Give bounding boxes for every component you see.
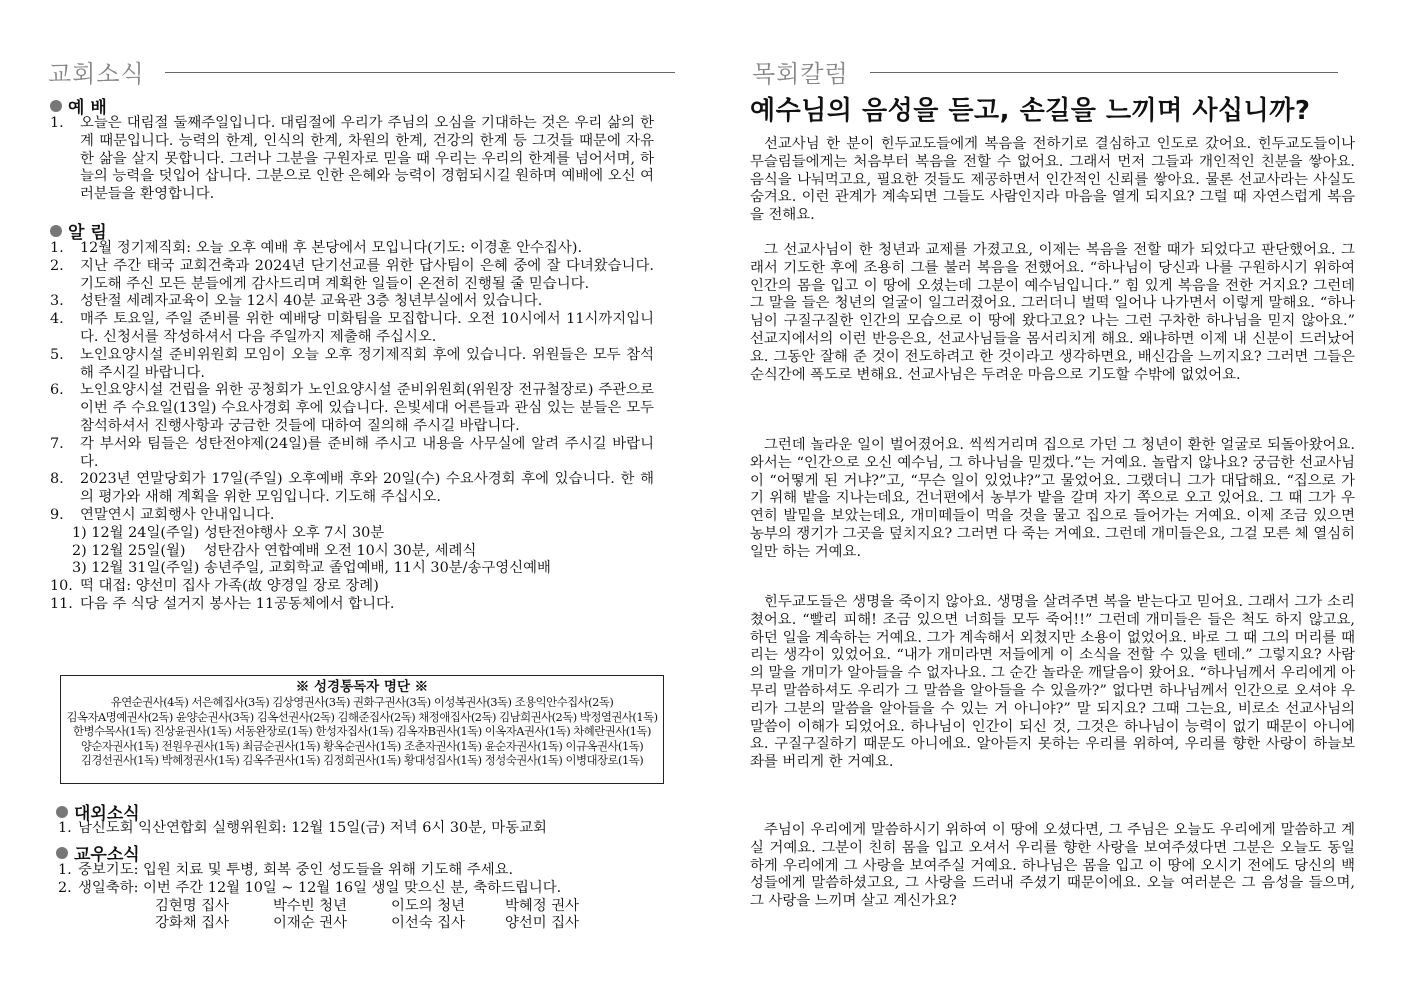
birthday-name: 강화채 집사 — [155, 915, 230, 932]
item-number: 2. — [50, 257, 64, 274]
item-number: 1. — [58, 862, 72, 878]
external-heading-label: 대외소식 — [74, 804, 140, 824]
church-news-title: 교회소식 — [48, 60, 145, 88]
item-number: 7. — [50, 435, 64, 452]
item-text: 성탄절 세례자교육이 오늘 12시 40분 교육관 3층 청년부실에서 있습니다. — [80, 293, 543, 310]
item-number: 1. — [50, 240, 64, 256]
list-item — [50, 240, 654, 258]
birthday-name: 이선숙 집사 — [391, 915, 466, 932]
list-item — [50, 115, 654, 204]
column-paragraph: 힌두교도들은 생명을 죽이지 않아요. 생명을 살려주면 복을 받는다고 믿어요. 그래서 그가 소리쳤어요. “빨리 피해! 조금 있으면 너희들 모두 죽어!!” 그런데 개미들은 들은 척도 하지 않고요, 하던 일을 계속하는 거예요. 그가 계속해서 외쳤지만 소용이 없었어요. 바로 그 때 그의 머리를 때리는 생각이 있었어요. “내가 개미라면 저들에게 이 소식을 전할 수 있을 텐데.” 그렇지요? 사람의 말을 개미가 알아들을 수 없자나요. 그 순간 놀라운 깨달음이 왔어요. “하나님께서 우리에게 아무리 말씀하셔도 우리가 그 말씀을 알아들을 수 있을까?” 없다면 하나님께서 인간으로 오셔야 우리가 그분의 말씀을 알아들을 수 있는 거 아니야?” 말 되지요? 그때 그는요, 비로소 선교사님의 말씀이 이해가 되었어요. 하나님이 인간이 되신 것, 그것은 하나님이 능력이 없기 때문이 아니에요. 구질구질하기 때문도 아니에요. 알아듣지 못하는 우리를 위하여, 우리를 향한 사랑이 하늘보좌를 버리게 한 거예요. — [750, 594, 1355, 771]
list-item — [50, 311, 654, 347]
item-number: 4. — [50, 311, 64, 328]
bible-box-line: 양순자권사(1독) 전원우권사(1독) 최금순권사(1독) 황옥순권사(1독) 조춘자권사(1독) 윤순자권사(1독) 이규옥권사(1독) — [80, 738, 644, 753]
list-item — [58, 880, 658, 898]
list-item — [50, 258, 654, 294]
bible-box-line: 김옥자A명예권사(2독) 윤양순권사(3독) 김옥선권사(2독) 김해준집사(2독) 채정애집사(2독) 김남희권사(2독) 박정열권사(1독) — [66, 709, 658, 724]
bible-box-title: ※ 성경통독자 명단 ※ — [295, 679, 429, 695]
worship-heading-label: 예 배 — [68, 98, 107, 118]
notice-list — [50, 240, 654, 614]
notice-heading-label: 알 림 — [68, 223, 107, 243]
list-item — [50, 293, 654, 311]
item-text: 떡 대접: 양선미 집사 가족(故 양경일 장로 장례) — [80, 578, 379, 595]
external-list — [58, 820, 658, 838]
birthday-name: 박혜정 권사 — [505, 897, 580, 914]
item-text: 생일축하: 이번 주간 12월 10일 ~ 12월 16일 생일 맞으신 분, 축하드립니다. — [78, 879, 562, 896]
event-item: 2) 12월 25일(월) 성탄감사 연합예배 오전 10시 30분, 세례식 — [72, 542, 477, 559]
item-number: 8. — [50, 471, 64, 488]
bible-box-line: 한병수목사(1독) 진상윤권사(1독) 서동완장로(1독) 한성자집사(1독) 김옥자B권사(1독) 이옥자A권사(1독) 차혜란권사(1독) — [73, 724, 651, 739]
column-headline: 예수님의 음성을 듣고, 손길을 느끼며 사십니까? — [750, 96, 1311, 126]
list-item — [58, 820, 658, 838]
bullet-icon — [56, 847, 68, 859]
list-item — [50, 382, 654, 435]
bible-box-line: 유연순권사(4독) 서은혜집사(3독) 김상영권사(3독) 권화구권사(3독) 이성복권사(3독) 조용익안수집사(2독) — [110, 695, 614, 709]
item-number: 2. — [58, 879, 72, 896]
pastor-column-title: 목회칼럼 — [752, 60, 849, 88]
item-number: 5. — [50, 346, 64, 363]
item-text: 매주 토요일, 주일 준비를 위한 예배당 미화팀을 모집합니다. 오전 10시에서 11시까지입니다. 신청서를 작성하셔서 다음 주일까지 제출해 주십시오. — [80, 311, 654, 345]
members-list — [58, 862, 658, 933]
item-text: 남신도회 익산연합회 실행위원회: 12월 15일(금) 저녁 6시 30분, 마동교회 — [78, 820, 547, 836]
pastor-column-divider — [870, 72, 1338, 73]
worship-list — [50, 115, 654, 204]
list-item — [50, 507, 654, 525]
birthday-name: 박수빈 청년 — [273, 897, 348, 914]
item-number: 3. — [50, 293, 64, 310]
item-text: 2023년 연말당회가 17일(주일) 오후예배 후와 20일(수) 수요사경회 후에 있습니다. 한 해의 평가와 새해 계획을 위한 모임입니다. 기도해 주십시오. — [80, 471, 654, 506]
birthday-row — [58, 915, 658, 933]
list-item — [58, 862, 658, 880]
item-number: 1. — [58, 820, 72, 836]
birthday-name: 김현명 집사 — [155, 897, 230, 914]
item-text: 각 부서와 팀들은 성탄전야제(24일)를 준비해 주시고 내용을 사무실에 알려 주시길 바랍니다. — [80, 435, 654, 470]
item-text: 중보기도: 입원 치료 및 투병, 회복 중인 성도들을 위해 기도해 주세요. — [78, 862, 514, 878]
list-item — [50, 596, 654, 614]
item-text: 오늘은 대림절 둘째주일입니다. 대림절에 우리가 주님의 오심을 기대하는 것은 우리 삶의 한계 때문입니다. 능력의 한계, 인식의 한계, 차원의 한계, 건강의 한계 등 그것들 때문에 자유한 삶을 살지 못합니다. 그러나 그분을 구원자로 믿을 때 우리는 우리의 한계를 넘어서며, 하늘의 능력을 덧입어 삽니다. 그분으로 인한 은혜와 능력이 경험되시길 원하며 예배에 오신 여러분들을 환영합니다. — [80, 115, 654, 203]
bullet-icon — [50, 100, 62, 112]
bullet-icon — [56, 806, 68, 818]
event-item: 3) 12월 31일(주일) 송년주일, 교회학교 졸업예배, 11시 30분/송구영신예배 — [72, 560, 551, 577]
item-text: 노인요양시설 준비위원회 모임이 오늘 오후 정기제직회 후에 있습니다. 위원들은 모두 참석해 주시길 바랍니다. — [80, 346, 654, 381]
item-number: 10. — [50, 578, 73, 595]
church-news-divider — [165, 72, 675, 73]
members-heading-label: 교우소식 — [74, 845, 140, 865]
list-item — [50, 436, 654, 472]
column-paragraph: 주님이 우리에게 말씀하시기 위하여 이 땅에 오셨다면, 그 주님은 오늘도 우리에게 말씀하고 계실 거예요. 그분이 친히 몸을 입고 오셔서 우리를 향한 사랑을 보여주셨다면 그분은 오늘도 동일하게 우리에게 그 사랑을 보여주실 거예요. 하나님은 몸을 입고 이 땅에 오시기 전에도 당신의 백성들에게 말씀하셨고요, 그 사랑을 드러내 주셨기 때문이에요. 오늘 여러분은 그 음성을 들으며, 그 사랑을 느끼며 살고 계신가요? — [750, 822, 1355, 910]
column-paragraph: 선교사님 한 분이 힌두교도들에게 복음을 전하기로 결심하고 인도로 갔어요. 힌두교도들이나 무슬림들에게는 처음부터 복음을 전할 수 없어요. 그래서 먼저 그들과 개인적인 친분을 쌓아요. 음식을 나눠먹고요, 필요한 것들도 제공하면서 인간적인 신뢰를 쌓아요. 물론 선교사라는 사실도 숨겨요. 이런 관계가 계속되면 그들도 사람인지라 마음을 열게 되지요? 그럴 때 자연스럽게 복음을 전해요. — [750, 136, 1355, 224]
bible-reading-box — [60, 675, 664, 784]
item-number: 1. — [50, 115, 64, 131]
event-item: 1) 12월 24일(주일) 성탄전야행사 오후 7시 30분 — [72, 524, 385, 541]
item-text: 다음 주 식당 설거지 봉사는 11공동체에서 합니다. — [80, 595, 395, 612]
item-text: 지난 주간 태국 교회건축과 2024년 단기선교를 위한 답사팀이 은혜 중에 잘 다녀왔습니다. 기도해 주신 모든 분들에게 감사드리며 계획한 일들이 온전히 진행될 줄 믿습니다. — [80, 257, 654, 292]
bullet-icon — [50, 225, 62, 237]
birthday-name: 이재순 권사 — [273, 915, 348, 932]
list-item — [50, 347, 654, 383]
birthday-name: 이도의 청년 — [391, 897, 466, 914]
item-text: 12월 정기제직회: 오늘 오후 예배 후 본당에서 모입니다(기도: 이경훈 안수집사). — [80, 240, 583, 256]
item-number: 9. — [50, 506, 64, 523]
bible-box-line: 김경선권사(1독) 박혜정권사(1독) 김옥주권사(1독) 김정희권사(1독) 황대성집사(1독) 정성숙권사(1독) 이병대장로(1독) — [80, 753, 644, 768]
list-item — [50, 578, 654, 596]
list-item — [50, 471, 654, 507]
birthday-row — [58, 898, 658, 916]
item-number: 6. — [50, 382, 64, 399]
column-paragraph: 그런데 놀라운 일이 벌어졌어요. 씩씩거리며 집으로 가던 그 청년이 환한 얼굴로 되돌아왔어요. 와서는 “인간으로 오신 예수님, 그 하나님을 믿겠다.”는 거예요. 놀랍지 않나요? 궁금한 선교사님이 “어떻게 된 거냐?”고, “무슨 일이 있었냐?”고 물었어요. 그랬더니 그가 대답해요. “집으로 가기 위해 밭을 지나는데요, 건너편에서 농부가 밭을 갈며 자기 쪽으로 오고 있어요. 그 때 그가 우연히 발밑을 보았는데요, 개미떼들이 먹을 것을 물고 집으로 들어가는 거예요. 이제 조금 있으면 농부의 쟁기가 그곳을 덮치지요? 그러면 다 죽는 거예요. 그런데 개미들은요, 그걸 모른 체 열심히 일만 하는 거예요. — [750, 437, 1355, 560]
item-text: 연말연시 교회행사 안내입니다. — [80, 506, 275, 523]
birthday-name: 양선미 집사 — [505, 915, 580, 932]
item-text: 노인요양시설 건립을 위한 공청회가 노인요양시설 준비위원회(위원장 전규철장로) 주관으로 이번 주 수요일(13일) 수요사경회 후에 있습니다. 은빛세대 어른들과 관심 있는 분들은 모두 참석하셔서 진행사항과 궁금한 것들에 대하여 질의해 주시길 바랍니다. — [80, 382, 654, 434]
item-number: 11. — [50, 595, 73, 612]
column-paragraph: 그 선교사님이 한 청년과 교제를 가졌고요, 이제는 복음을 전할 때가 되었다고 판단했어요. 그래서 기도한 후에 조용히 그를 불러 복음을 전했어요. “하나님이 당신과 나를 구원하시기 위하여 인간의 몸을 입고 이 땅에 오셨는데 그분이 예수님입니다.” 힘 있게 복음을 전한 거지요? 그런데 그 말을 들은 청년의 얼굴이 일그러졌어요. 그러더니 벌떡 일어나 나가면서 이렇게 말해요. “하나님이 구질구질한 인간의 모습으로 이 땅에 왔다고요? 나는 그런 구차한 하나님을 믿지 않아요.” 선교지에서의 이런 반응은요, 선교사님들을 몸서리치게 해요. 왜냐하면 이제 내 신분이 드러났어요. 그동안 잘해 준 것이 전도하려고 한 것이라고 생각하면요, 배신감을 느끼지요? 그러면 그들은 순식간에 폭도로 변해요. 선교사님은 두려운 마음으로 기도할 수밖에 없었어요. — [750, 242, 1355, 383]
